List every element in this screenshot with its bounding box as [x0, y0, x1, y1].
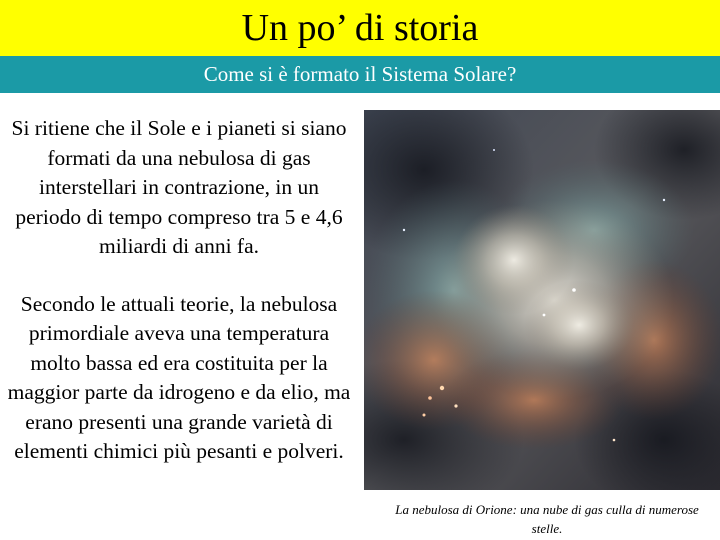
- body-text: [4, 114, 354, 495]
- paragraph-composition: Secondo le attuali teorie, la nebulosa primordiale aveva una temperatura molto bassa ed era costituita per la maggior parte da idrogeno e da elio, ma erano presenti una grande varietà di elementi chimici più pesanti e polveri.: [7, 291, 351, 463]
- orion-nebula-image: [364, 110, 720, 490]
- slide-subtitle: Come si è formato il Sistema Solare?: [203, 62, 517, 86]
- title-bar: [0, 0, 720, 56]
- slide-title: Un po’ di storia: [241, 7, 479, 49]
- paragraph-formation: Si ritiene che il Sole e i pianeti si siano formati da una nebulosa di gas interstellari in contrazione, in un periodo di tempo compreso tra 5 e 4,6 miliardi di anni fa.: [11, 116, 347, 258]
- subtitle-bar: [0, 56, 720, 93]
- image-caption: La nebulosa di Orione: una nube di gas culla di numerose stelle.: [395, 502, 699, 536]
